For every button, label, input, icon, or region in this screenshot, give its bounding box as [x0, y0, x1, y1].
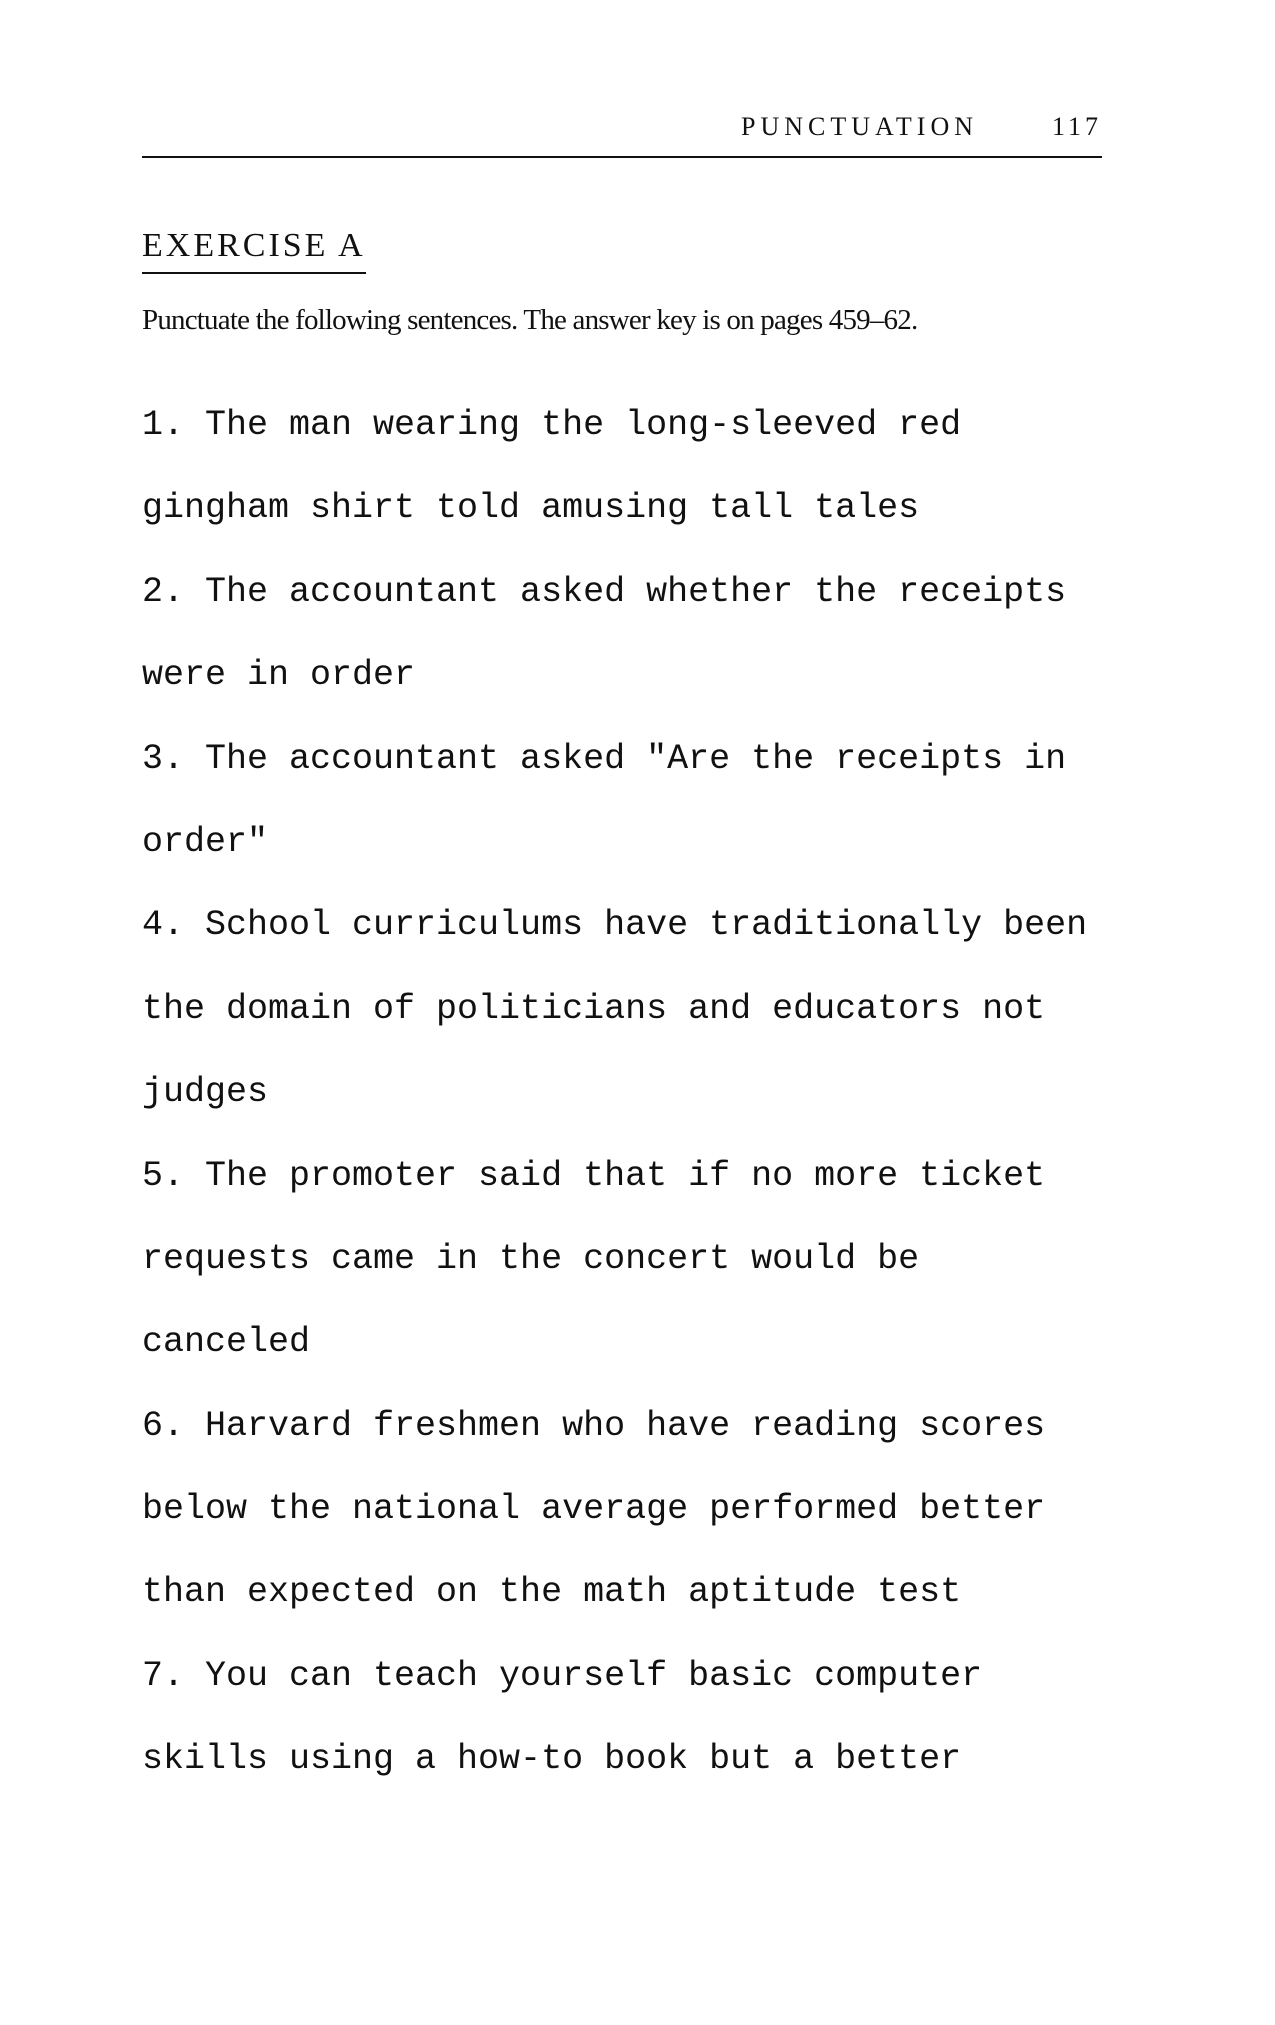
sentence-2-line-2: were in order [142, 655, 416, 696]
sentence-4-line-1: 4. School curriculums have traditionally been [142, 905, 1088, 946]
sentence-4-line-3: judges [142, 1072, 269, 1113]
sentence-4-line-2: the domain of politicians and educators not [142, 988, 1046, 1029]
sentence-6-line-3: than expected on the math aptitude test [142, 1572, 962, 1613]
running-title: PUNCTUATION [741, 112, 978, 141]
exercise-instructions: Punctuate the following sentences. The answer key is on pages 459–62. [142, 304, 918, 336]
sentence-3-line-1: 3. The accountant asked "Are the receipts in [142, 738, 1067, 779]
sentence-6-line-2: below the national average performed better [142, 1489, 1046, 1530]
sentence-1-line-1: 1. The man wearing the long-sleeved red [142, 405, 962, 445]
sentence-5-line-3: canceled [142, 1322, 311, 1363]
exercise-sentence-list [142, 384, 1142, 1802]
sentence-5-line-1: 5. The promoter said that if no more ticket [142, 1155, 1046, 1196]
sentence-3-line-2: order" [142, 821, 269, 862]
page-number: 117 [1051, 112, 1102, 141]
sentence-6-line-1: 6. Harvard freshmen who have reading scores [142, 1405, 1046, 1446]
running-header [142, 108, 1102, 158]
sentence-7-line-2: skills using a how-to book but a better [142, 1739, 962, 1780]
sentence-2-line-1: 2. The accountant asked whether the receipts [142, 571, 1067, 612]
sentence-7-line-1: 7. You can teach yourself basic computer [142, 1655, 983, 1696]
sentence-1-line-2: gingham shirt told amusing tall tales [142, 488, 920, 529]
sentence-5-line-2: requests came in the concert would be [142, 1238, 920, 1279]
exercise-heading: EXERCISE A [142, 224, 366, 274]
